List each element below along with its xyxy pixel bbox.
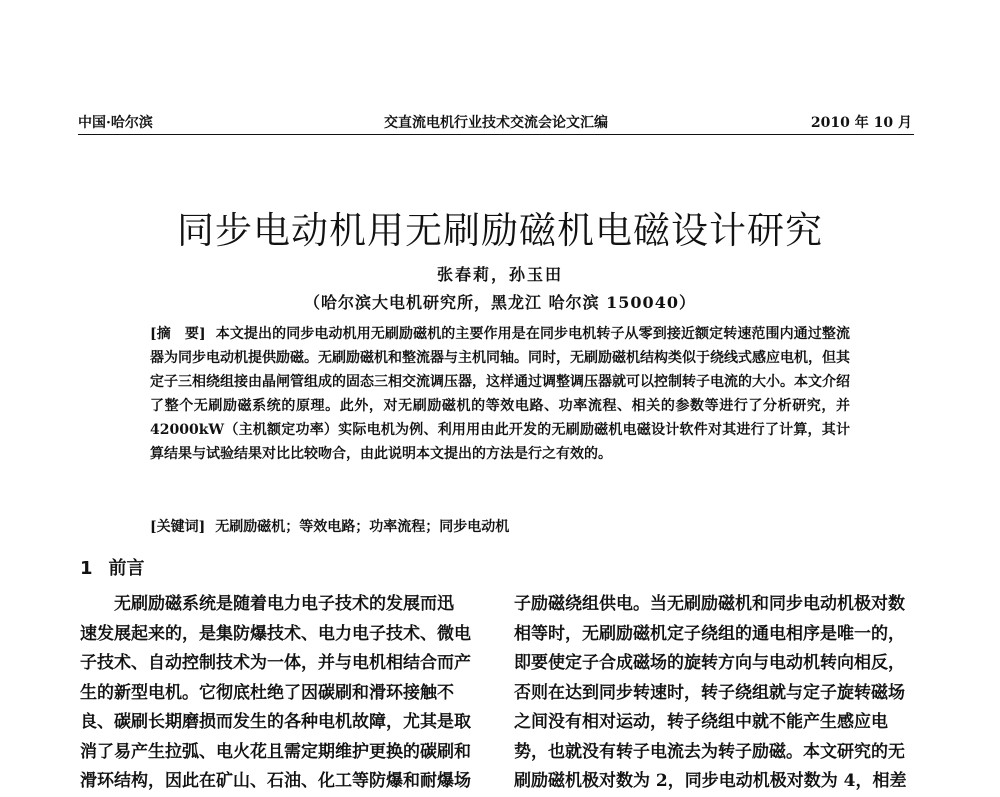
body-line: 之间没有相对运动，转子绕组中就不能产生感应电 (514, 712, 888, 732)
body-column-right (514, 590, 914, 797)
body-line: 子技术、自动控制技术为一体，并与电机相结合而产 (80, 653, 471, 673)
keywords (150, 516, 850, 536)
body-line: 无刷励磁系统是随着电力电子技术的发展而迅 (114, 594, 454, 614)
authors: 张春莉，孙玉田 (436, 265, 563, 284)
header-proceedings-title: 交直流电机行业技术交流会论文汇编 (384, 115, 608, 131)
body-line: 消了易产生拉弧、电火花且需定期维护更换的碳刷和 (80, 741, 471, 762)
running-header (78, 112, 914, 135)
abstract-label: [摘 要] (150, 326, 206, 342)
header-location: 中国·哈尔滨 (78, 115, 153, 131)
section-number: 1 (80, 558, 93, 579)
body-line: 否则在达到同步转速时，转子绕组就与定子旋转磁场 (514, 682, 905, 703)
body-line: 刷励磁机极对数为 2，同步电动机极对数为 4，相差 (514, 771, 907, 791)
body-column-left (80, 590, 480, 797)
keywords-text: 无刷励磁机；等效电路；功率流程；同步电动机 (215, 519, 510, 535)
body-line: 速发展起来的，是集防爆技术、电力电子技术、微电 (80, 623, 471, 644)
body-line: 良、碳刷长期磨损而发生的各种电机故障，尤其是取 (80, 712, 471, 732)
paper-title: 同步电动机用无刷励磁机电磁设计研究 (177, 209, 823, 252)
body-line: 相等时，无刷励磁机定子绕组的通电相序是唯一的， (514, 623, 905, 644)
affiliation: （哈尔滨大电机研究所，黑龙江 哈尔滨 150040） (304, 293, 696, 312)
body-line: 势，也就没有转子电流去为转子励磁。本文研究的无 (514, 741, 905, 762)
body-line: 即要使定子合成磁场的旋转方向与电动机转向相反， (514, 653, 905, 673)
body-line: 滑环结构，因此在矿山、石油、化工等防爆和耐爆场 (80, 771, 471, 791)
abstract-text: 本文提出的同步电动机用无刷励磁机的主要作用是在同步电机转子从零到接近额定转速范围内通过整流器为同步电动机提供励磁。无刷励磁机和整流器与主机同轴。同时，无刷励磁机结构类似于绕线式感应电机，但其定子三相绕组接由晶闸管组成的固态三相交流调压器，这样通过调整调压器就可以控制转子电流的大小。本文介绍了整个无刷励磁系统的原理。此外，对无刷励磁机的等效电路、功率流程、相关的参数等进行了分析研究，并 42000kW（主机额定功率）实际电机为例、利用用由此开发的无刷励磁机电磁设计软件对其进行了计算，其计算结果与试验结果对比比较吻合，由此说明本文提出的方法是行之有效的。 (150, 326, 851, 462)
keywords-label: [关键词] (150, 519, 206, 535)
body-line: 子励磁绕组供电。当无刷励磁机和同步电动机极对数 (514, 594, 905, 614)
body-line: 生的新型电机。它彻底杜绝了因碳刷和滑环接触不 (80, 682, 454, 703)
section-title: 前言 (108, 558, 145, 579)
header-date: 2010 年 10 月 (810, 115, 912, 131)
abstract (150, 322, 850, 466)
section-heading (80, 554, 145, 580)
